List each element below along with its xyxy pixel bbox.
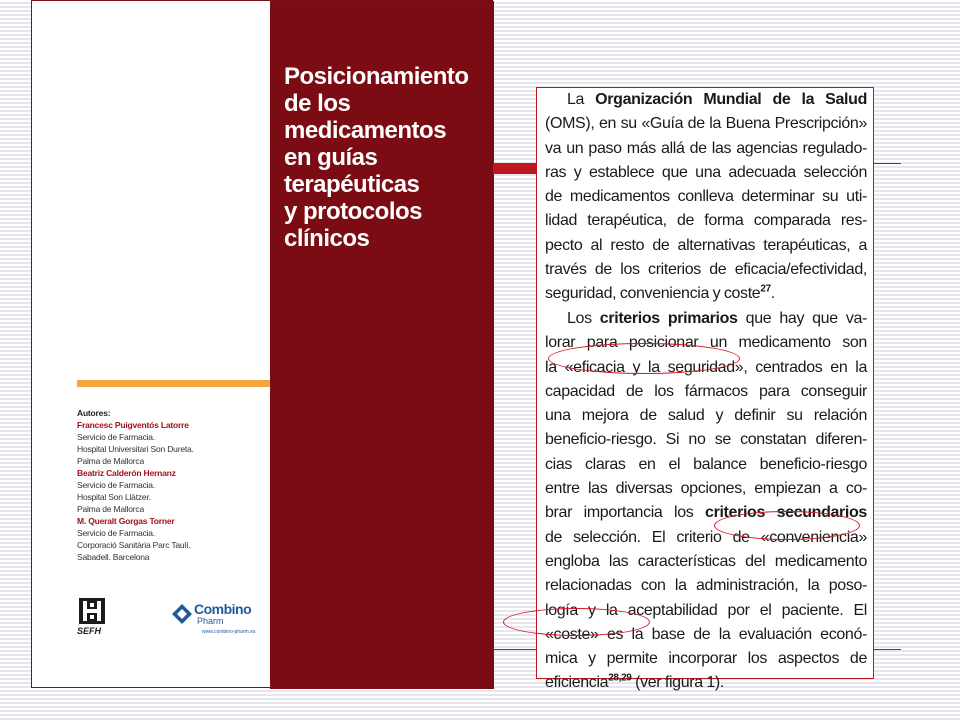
text-line: entre las diversas opciones, empiezan a co- <box>545 480 867 498</box>
author-affiliation: Hospital Universitari Son Dureta. <box>77 444 194 454</box>
text-line: va un paso más allá de las agencias regulado- <box>545 139 867 157</box>
combino-pharm-logo <box>172 601 267 641</box>
text-line: «coste» es la base de la evaluación econó- <box>545 625 867 643</box>
sefh-logo <box>77 598 109 642</box>
author-name: M. Queralt Gorgas Torner <box>77 516 175 526</box>
cover-title-line: de los <box>284 90 351 117</box>
highlight-coste <box>503 608 650 636</box>
sefh-logo-icon <box>79 598 105 624</box>
book-cover <box>31 0 493 688</box>
text-line: engloba las características del medicamento <box>545 552 867 570</box>
combino-logo-name: Combino <box>194 601 252 617</box>
cover-title-line: clínicos <box>284 225 370 252</box>
author-name: Francesc Puigventós Latorre <box>77 420 189 430</box>
text-line: capacidad de los fármacos para conseguir <box>545 382 867 400</box>
text-line: de selección. El criterio de «conveniencia» <box>545 528 867 546</box>
text-line: seguridad, conveniencia y coste$^{27}$. <box>545 284 775 303</box>
cover-title-line: en guías <box>284 144 378 171</box>
text-line: relacionadas con la administración, la poso- <box>545 577 867 595</box>
text-line: logía y la aceptabilidad por el paciente. El <box>545 601 867 619</box>
text-line: Los criterios primarios que hay que va- <box>567 310 867 327</box>
text-line: ras y establece que una adecuada selección <box>545 163 867 181</box>
connector-bar <box>493 163 536 174</box>
author-affiliation: Sabadell. Barcelona <box>77 552 150 562</box>
text-line: pecto al resto de alternativas terapéuticas, a <box>545 236 867 254</box>
text-line: beneficio-riesgo. Si no se constatan diferen- <box>545 431 867 449</box>
authors-block <box>77 407 267 563</box>
cover-title-line: medicamentos <box>284 117 447 144</box>
text-line: (OMS), en su «Guía de la Buena Prescripción» <box>545 115 867 133</box>
author-affiliation: Palma de Mallorca <box>77 456 144 466</box>
author-affiliation: Servicio de Farmacia. <box>77 480 155 490</box>
combino-logo-url: www.combino-pharm.es <box>202 629 256 635</box>
author-affiliation: Palma de Mallorca <box>77 504 144 514</box>
highlight-conveniencia <box>714 511 860 540</box>
author-affiliation: Servicio de Farmacia. <box>77 528 155 538</box>
text-line: lidad terapéutica, de forma comparada res- <box>545 212 867 230</box>
text-line: cias claras en el balance beneficio-riesgo <box>545 455 867 473</box>
connector-line <box>493 649 536 650</box>
text-line: brar importancia los criterios secundarios <box>545 504 867 522</box>
text-line: una mejora de salud y definir su relación <box>545 407 867 425</box>
highlight-eficacia-seguridad <box>548 343 740 374</box>
connector-line <box>874 649 901 650</box>
text-line: de medicamentos conlleva determinar su uti- <box>545 188 867 206</box>
combino-logo-sub: Pharm <box>197 616 224 626</box>
connector-line <box>874 163 901 164</box>
authors-header: Autores: <box>77 408 111 418</box>
author-affiliation: Hospital Son Llàtzer. <box>77 492 151 502</box>
text-line: eficiencia$^{28,29}$ (ver figura 1). <box>545 673 724 692</box>
author-affiliation: Corporació Sanitària Parc Taulí. <box>77 540 191 550</box>
cover-title-line: Posicionamiento <box>284 63 469 90</box>
text-line: La Organización Mundial de la Salud <box>567 91 867 108</box>
author-affiliation: Servicio de Farmacia. <box>77 432 155 442</box>
combino-logo-icon <box>172 604 192 624</box>
text-line: mica y permite incorporar los aspectos de <box>545 650 867 668</box>
sefh-logo-text: SEFH <box>77 626 102 636</box>
cover-title <box>284 63 489 252</box>
cover-title-line: y protocolos <box>284 198 423 225</box>
cover-title-line: terapéuticas <box>284 171 420 198</box>
author-name: Beatriz Calderón Hernanz <box>77 468 176 478</box>
paragraph-1 <box>545 88 867 307</box>
text-line: través de los criterios de eficacia/efectividad, <box>545 261 867 279</box>
quote-panel <box>536 87 874 692</box>
text-line: lorar para posicionar un medicamento son <box>545 334 867 352</box>
text-line: la «eficacia y la seguridad», centrados en la <box>545 358 867 376</box>
cover-accent-bar <box>77 380 270 387</box>
